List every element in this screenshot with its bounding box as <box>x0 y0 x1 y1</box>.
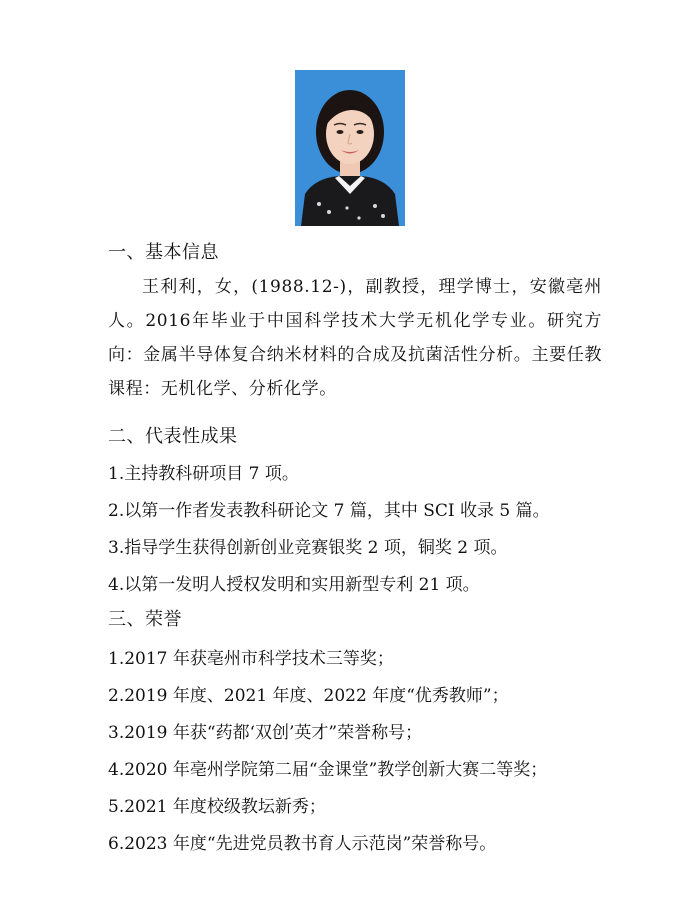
honor-item: 6.2023 年度“先进党员教书育人示范岗”荣誉称号。 <box>108 834 497 854</box>
achievement-item: 2.以第一作者发表教科研论文 7 篇，其中 SCI 收录 5 篇。 <box>108 501 550 521</box>
portrait-photo <box>295 70 405 226</box>
achievement-item: 4.以第一发明人授权发明和实用新型专利 21 项。 <box>108 575 480 595</box>
honor-item: 4.2020 年亳州学院第二届“金课堂”教学创新大赛二等奖； <box>108 760 548 780</box>
section-heading-honors: 三、荣誉 <box>108 609 182 630</box>
honor-item: 2.2019 年度、2021 年度、2022 年度“优秀教师”； <box>108 686 509 706</box>
section-heading-basic-info: 一、基本信息 <box>108 242 219 263</box>
honor-item: 1.2017 年获亳州市科学技术三等奖； <box>108 649 394 669</box>
achievement-item: 1.主持教科研项目 7 项。 <box>108 464 299 484</box>
achievement-item: 3.指导学生获得创新创业竞赛银奖 2 项，铜奖 2 项。 <box>108 538 508 558</box>
honor-item: 5.2021 年度校级教坛新秀； <box>108 797 326 817</box>
section-heading-achievements: 二、代表性成果 <box>108 426 238 447</box>
basic-info-paragraph: 王利利，女，(1988.12-)，副教授，理学博士，安徽亳州人。2016年毕业于中国科学技术大学无机化学专业。研究方向：金属半导体复合纳米材料的合成及抗菌活性分析。主要任教课程：无机化学、分析化学。 <box>108 277 602 399</box>
honor-item: 3.2019 年获“药都‘双创’英才”荣誉称号； <box>108 723 423 743</box>
